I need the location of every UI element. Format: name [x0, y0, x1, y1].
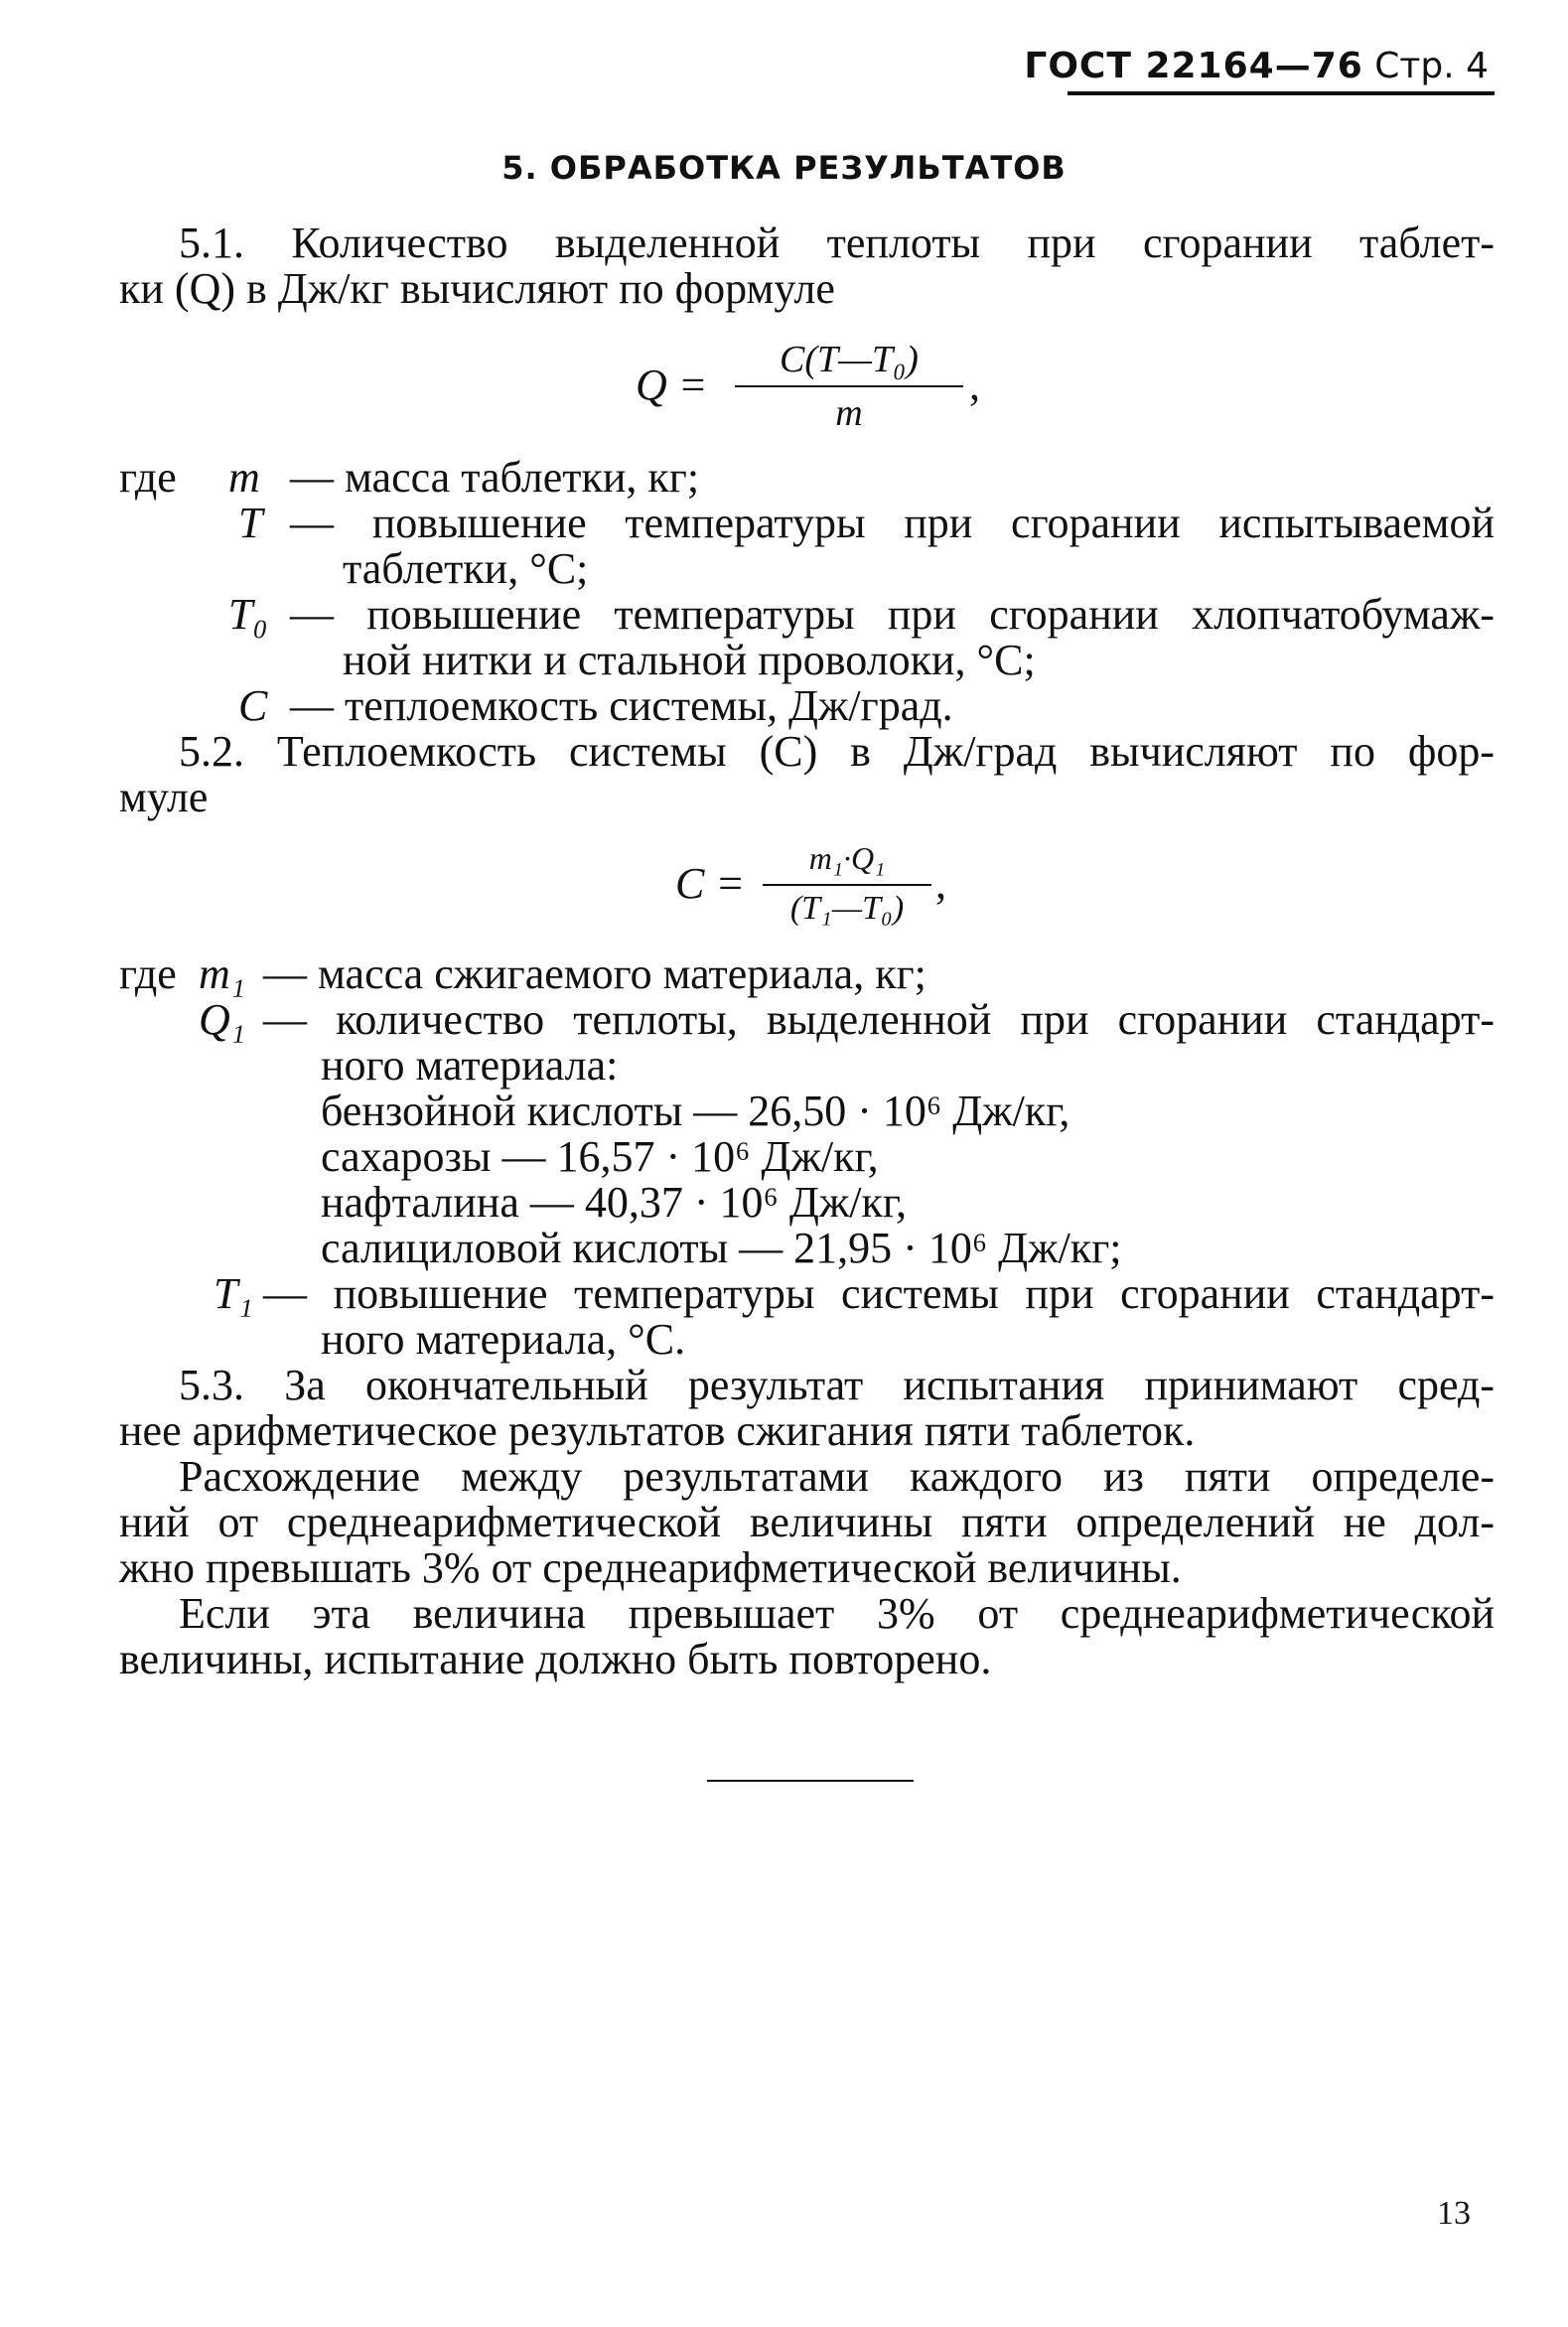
material-sucrose: сахарозы — 16,57 · 10⁶ Дж/кг, [321, 1132, 879, 1181]
material-naphthalene: нафталина — 40,37 · 10⁶ Дж/кг, [321, 1178, 907, 1227]
paragraph-repeat-line-1: Если эта величина превышает 3% от среднеарифметической [179, 1589, 1495, 1638]
definition-q1: — количество теплоты, выделенной при сгорании стандарт- [263, 995, 1495, 1044]
paragraph-5-3-line-1: 5.3. За окончательный результат испытания принимают сред- [179, 1361, 1495, 1409]
formula-heat-capacity-lhs: C = [675, 859, 746, 908]
paragraph-5-2-line-2: муле [119, 773, 209, 821]
definition-t1: — повышение температуры системы при сгорании стандарт- [263, 1269, 1495, 1318]
formula-heat-denominator: m [835, 392, 863, 434]
symbol-t: T [238, 499, 263, 547]
formula-heat-fraction [735, 338, 963, 447]
symbol-t1: T₁ [214, 1269, 253, 1318]
formula-heat-capacity-comma: , [935, 859, 946, 908]
end-of-section-rule [707, 1780, 914, 1782]
where-label-1: где [119, 453, 177, 502]
formula-heat-capacity-numerator: m₁·Q₁ [808, 840, 886, 876]
formula-heat-capacity-denominator: (T₁—T₀) [789, 890, 905, 927]
page-header [1024, 46, 1489, 86]
formula-heat-numerator: C(T—T₀) [780, 339, 919, 380]
paragraph-repeat-line-2: величины, испытание должно быть повторено. [119, 1635, 992, 1683]
paragraph-divergence-line-2: ний от среднеарифметической величины пяти определений не дол- [119, 1498, 1495, 1546]
definition-m: — масса таблетки, кг; [290, 453, 700, 502]
definition-t1-cont: ного материала, °С. [321, 1315, 686, 1364]
formula-heat-capacity-fraction [763, 836, 931, 945]
paragraph-5-1-line-2: ки (Q) в Дж/кг вычисляют по формуле [119, 264, 835, 313]
header-rule [1068, 91, 1495, 95]
symbol-t0: T₀ [228, 590, 268, 639]
page-number: 13 [1437, 2195, 1471, 2232]
paragraph-5-2-line-1: 5.2. Теплоемкость системы (C) в Дж/град вычисляют по фор- [179, 727, 1495, 776]
formula-heat [636, 338, 993, 447]
paragraph-5-3-line-2: нее арифметическое результатов сжигания пяти таблеток. [119, 1406, 1196, 1455]
fraction-bar [735, 385, 963, 387]
definition-c: — теплоемкость системы, Дж/град. [290, 681, 953, 730]
paragraph-5-1-line-1: 5.1. Количество выделенной теплоты при сгорании таблет- [179, 218, 1495, 267]
symbol-m: m [228, 453, 260, 502]
page-reference: Стр. 4 [1374, 46, 1489, 86]
definition-t: — повышение температуры при сгорании испытываемой [290, 499, 1495, 547]
definition-t0-cont: ной нитки и стальной проволоки, °С; [343, 636, 1036, 684]
paragraph-divergence-line-1: Расхождение между результатами каждого из пяти определе- [179, 1452, 1495, 1501]
definition-t-cont: таблетки, °С; [343, 544, 589, 593]
symbol-m1: m₁ [199, 949, 246, 998]
definition-m1: — масса сжигаемого материала, кг; [263, 949, 927, 998]
standard-number: ГОСТ 22164—76 [1024, 46, 1363, 86]
definition-q1-cont: ного материала: [321, 1041, 619, 1090]
formula-heat-lhs: Q = [636, 361, 708, 409]
paragraph-divergence-line-3: жно превышать 3% от среднеарифметической величины. [119, 1543, 1182, 1592]
material-benzoic-acid: бензойной кислоты — 26,50 · 10⁶ Дж/кг, [321, 1087, 1070, 1135]
formula-heat-capacity [675, 836, 973, 945]
material-salicylic-acid: салициловой кислоты — 21,95 · 10⁶ Дж/кг; [321, 1224, 1122, 1272]
symbol-q1: Q₁ [199, 995, 246, 1044]
symbol-c: C [238, 681, 268, 730]
definition-t0: — повышение температуры при сгорании хлопчатобумаж- [290, 590, 1495, 639]
section-title: 5. ОБРАБОТКА РЕЗУЛЬТАТОВ [501, 149, 1067, 187]
fraction-bar [763, 884, 931, 886]
formula-heat-comma: , [969, 361, 980, 409]
where-label-2: где [119, 949, 177, 998]
